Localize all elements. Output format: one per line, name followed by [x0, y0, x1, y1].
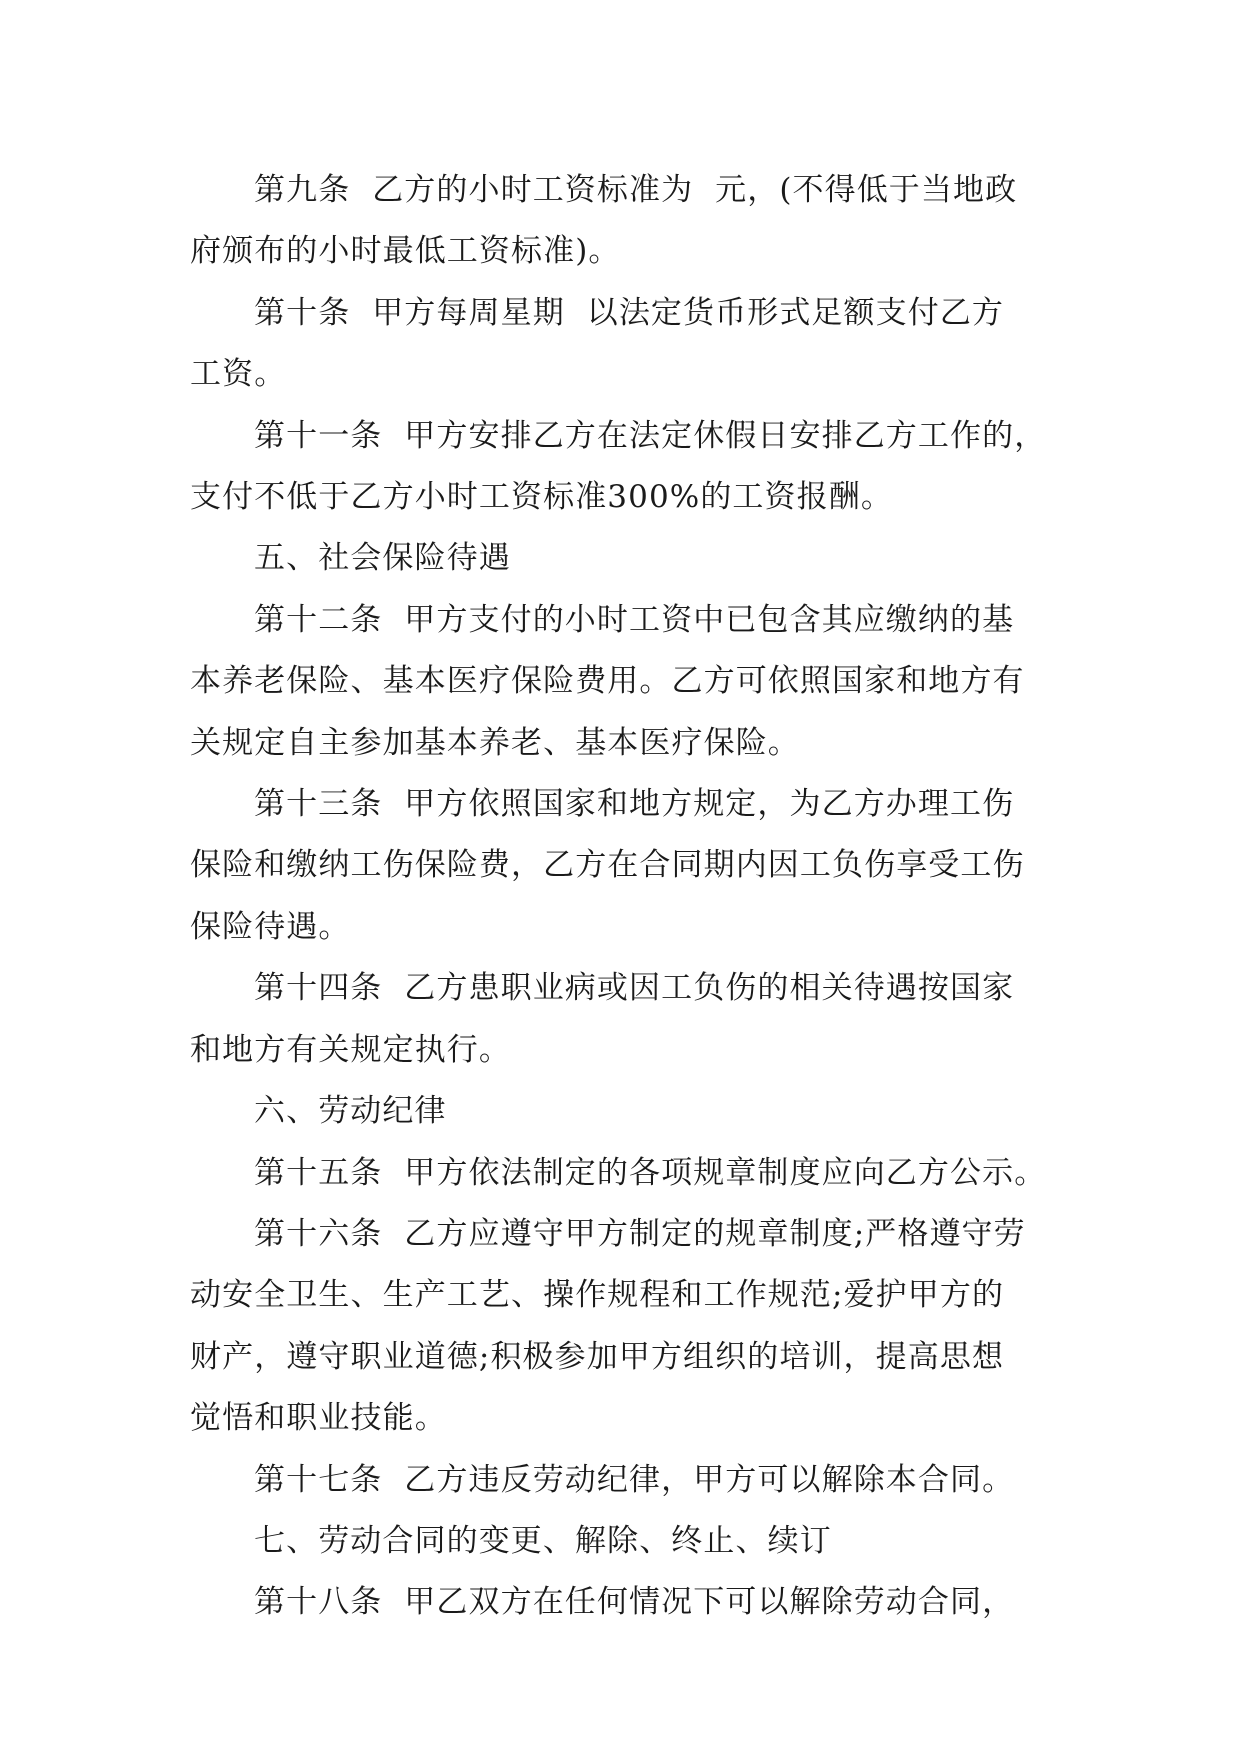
paragraph [190, 1081, 1070, 1142]
text-line: 第十八条 甲乙双方在任何情况下可以解除劳动合同， [254, 1584, 1015, 1621]
paragraph [190, 958, 1070, 1081]
text-line: 第九条 乙方的小时工资标准为 元，(不得低于当地政 [254, 172, 1018, 208]
paragraph [190, 528, 1070, 589]
text-line: 五、社会保险待遇 [254, 540, 511, 577]
paragraph [190, 1143, 1070, 1204]
paragraph [190, 1572, 1070, 1633]
text-line: 第十一条 甲方安排乙方在法定休假日安排乙方工作的， [254, 417, 1047, 454]
paragraph [190, 590, 1070, 774]
text-line: 财产，遵守职业道德;积极参加甲方组织的培训，提高思想 [190, 1338, 1005, 1375]
text-line: 支付不低于乙方小时工资标准300%的工资报酬。 [190, 479, 893, 516]
text-line: 保险和缴纳工伤保险费，乙方在合同期内因工负伤享受工伤 [190, 847, 1025, 884]
text-line: 工资。 [190, 356, 287, 393]
text-line: 第十条 甲方每周星期 以法定货币形式足额支付乙方 [254, 294, 1005, 331]
text-line: 保险待遇。 [190, 908, 351, 945]
text-line: 关规定自主参加基本养老、基本医疗保险。 [190, 724, 800, 761]
text-line: 第十六条 乙方应遵守甲方制定的规章制度;严格遵守劳 [254, 1215, 1026, 1252]
text-line: 和地方有关规定执行。 [190, 1031, 511, 1068]
paragraph [190, 406, 1070, 529]
paragraph [190, 283, 1070, 406]
text-line: 觉悟和职业技能。 [190, 1400, 447, 1437]
paragraph [190, 1450, 1070, 1511]
text-line: 第十五条 甲方依法制定的各项规章制度应向乙方公示。 [254, 1154, 1047, 1191]
document-body [190, 160, 1070, 1634]
text-line: 本养老保险、基本医疗保险费用。乙方可依照国家和地方有 [190, 663, 1025, 700]
paragraph [190, 1511, 1070, 1572]
text-line: 动安全卫生、生产工艺、操作规程和工作规范;爱护甲方的 [190, 1277, 1005, 1314]
text-line: 第十二条 甲方支付的小时工资中已包含其应缴纳的基 [254, 601, 1015, 638]
text-line: 府颁布的小时最低工资标准)。 [190, 233, 621, 270]
text-line: 第十三条 甲方依照国家和地方规定，为乙方办理工伤 [254, 786, 1015, 823]
paragraph [190, 774, 1070, 958]
text-line: 六、劳动纪律 [254, 1093, 447, 1130]
paragraph [190, 160, 1070, 283]
paragraph [190, 1204, 1070, 1450]
text-line: 第十四条 乙方患职业病或因工负伤的相关待遇按国家 [254, 970, 1015, 1007]
text-line: 第十七条 乙方违反劳动纪律，甲方可以解除本合同。 [254, 1461, 1015, 1498]
text-line: 七、劳动合同的变更、解除、终止、续订 [254, 1522, 832, 1559]
